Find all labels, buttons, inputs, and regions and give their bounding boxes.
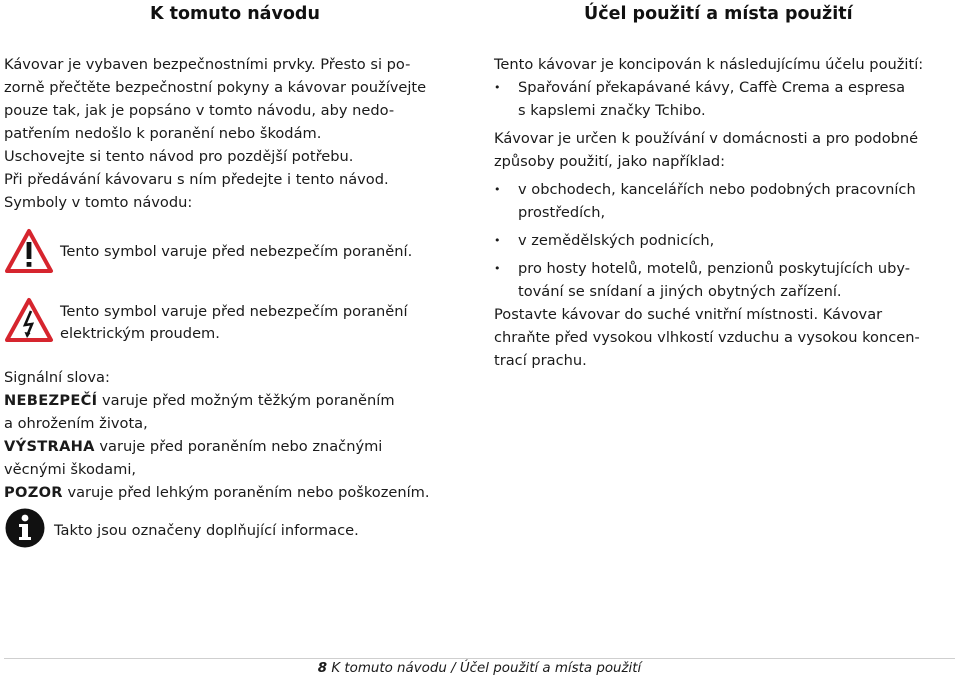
placement-line: trací prachu. xyxy=(494,352,587,369)
places-list xyxy=(494,178,954,303)
list-item-text: tování se snídaní a jiných obytných zařízení. xyxy=(518,283,842,300)
list-item-text: prostředích, xyxy=(518,204,606,221)
intro-line: zorně přečtěte bezpečnostní pokyny a kávovar používejte xyxy=(4,79,427,96)
info-text: Takto jsou označeny doplňující informace. xyxy=(54,522,359,539)
intro-line: patřením nedošlo k poranění nebo škodám. xyxy=(4,125,322,142)
warning-line xyxy=(4,435,470,458)
household-line: Kávovar je určen k používání v domácnosti a pro podobné xyxy=(494,130,919,147)
purpose-list xyxy=(494,76,954,122)
signal-words-block xyxy=(4,366,470,504)
symbol-electric-text-1: Tento symbol varuje před nebezpečím poranění xyxy=(60,303,408,320)
signal-label: Signální slova: xyxy=(4,369,110,386)
placement-line: Postavte kávovar do suché vnitřní místnosti. Kávovar xyxy=(494,306,883,323)
electric-hazard-icon xyxy=(4,297,54,343)
caution-word: POZOR xyxy=(4,484,63,501)
list-item xyxy=(494,76,954,122)
keep-line: Uschovejte si tento návod pro pozdější potřebu. xyxy=(4,148,354,165)
intro-block xyxy=(4,53,470,214)
list-item xyxy=(494,257,954,303)
list-item-text: v obchodech, kancelářích nebo podobných pracovních xyxy=(518,181,916,198)
intro-line: pouze tak, jak je popsáno v tomto návodu, aby nedo- xyxy=(4,102,395,119)
warning-line-2: věcnými škodami, xyxy=(4,461,137,478)
symbol-electric-text-2: elektrickým proudem. xyxy=(60,325,220,342)
info-icon xyxy=(4,507,46,549)
section-heading-intended-use: Účel použití a místa použití xyxy=(584,4,853,24)
warning-triangle-icon xyxy=(4,228,54,274)
section-heading-about-manual: K tomuto návodu xyxy=(150,4,320,24)
symbols-label: Symboly v tomto návodu: xyxy=(4,194,193,211)
danger-line xyxy=(4,389,470,412)
keep-line: Při předávání kávovaru s ním předejte i tento návod. xyxy=(4,171,389,188)
warning-text: varuje před poraněním nebo značnými xyxy=(94,438,383,455)
danger-text: varuje před možným těžkým poraněním xyxy=(97,392,395,409)
page-number: 8 xyxy=(317,661,328,676)
household-line: způsoby použití, jako například: xyxy=(494,153,726,170)
intro-line: Kávovar je vybaven bezpečnostními prvky. Přesto si po- xyxy=(4,56,411,73)
list-item xyxy=(494,178,954,224)
danger-line-2: a ohrožením života, xyxy=(4,415,148,432)
caution-line xyxy=(4,481,470,504)
page-footer xyxy=(0,659,959,679)
footer-text: K tomuto návodu / Účel použití a místa použití xyxy=(327,661,642,676)
list-item-text: pro hosty hotelů, motelů, penzionů poskytujících uby- xyxy=(518,260,911,277)
symbol-injury-text: Tento symbol varuje před nebezpečím poranění. xyxy=(60,243,413,260)
list-item-text: Spařování překapávané kávy, Caffè Crema a espresa xyxy=(518,79,906,96)
list-item xyxy=(494,229,954,252)
list-item-text: v zemědělských podnicích, xyxy=(518,232,715,249)
purpose-line: Tento kávovar je koncipován k následujícímu účelu použití: xyxy=(494,56,924,73)
warning-word: VÝSTRAHA xyxy=(4,438,95,455)
intended-use-block xyxy=(494,53,954,372)
caution-text: varuje před lehkým poraněním nebo poškozením. xyxy=(62,484,430,501)
list-item-text: s kapslemi značky Tchibo. xyxy=(518,102,706,119)
danger-word: NEBEZPEČÍ xyxy=(4,392,98,409)
placement-line: chraňte před vysokou vlhkostí vzduchu a vysokou koncen- xyxy=(494,329,920,346)
